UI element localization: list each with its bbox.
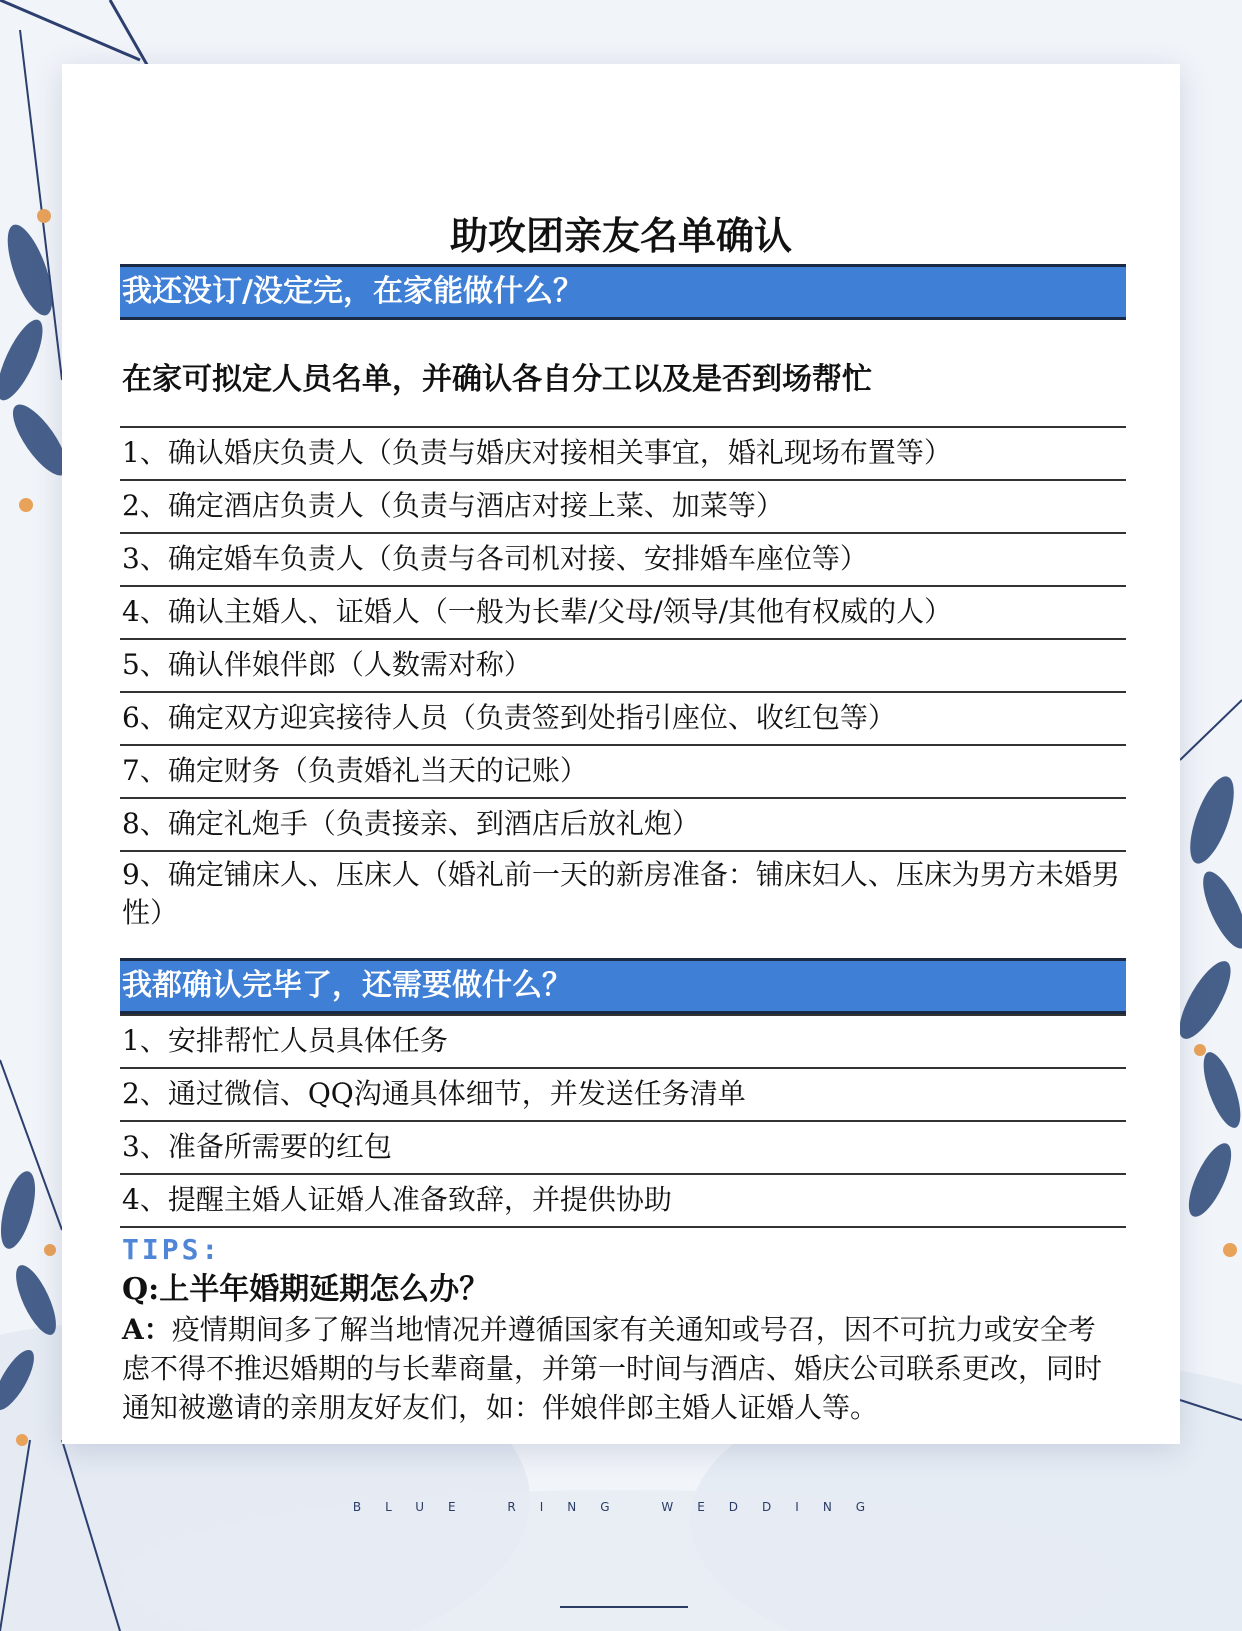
- section-heading-1: 我还没订/没定完，在家能做什么？: [120, 264, 1126, 320]
- tips-label: TIPS:: [122, 1233, 222, 1266]
- list-item: 9、确定铺床人、压床人（婚礼前一天的新房准备：铺床妇人、压床为男方未婚男性）: [120, 850, 1126, 940]
- task-list-2: [120, 1014, 1126, 1228]
- list-item: 2、确定酒店负责人（负责与酒店对接上菜、加菜等）: [120, 479, 1126, 532]
- list-item: 1、安排帮忙人员具体任务: [120, 1014, 1126, 1067]
- footer-divider: [560, 1606, 688, 1608]
- section-heading-2: 我都确认完毕了，还需要做什么？: [120, 958, 1126, 1014]
- section-lead: 在家可拟定人员名单，并确认各自分工以及是否到场帮忙: [122, 362, 872, 397]
- answer-prefix: A：: [122, 1313, 172, 1346]
- list-item: 7、确定财务（负责婚礼当天的记账）: [120, 744, 1126, 797]
- tips-answer: [122, 1310, 1122, 1427]
- content-card: [62, 64, 1180, 1444]
- list-item: 3、准备所需要的红包: [120, 1120, 1126, 1173]
- task-list-1: [120, 426, 1126, 940]
- tips-question: Q:上半年婚期延期怎么办？: [122, 1272, 490, 1307]
- list-item: 2、通过微信、QQ沟通具体细节，并发送任务清单: [120, 1067, 1126, 1120]
- list-item: 4、提醒主婚人证婚人准备致辞，并提供协助: [120, 1173, 1126, 1228]
- answer-text: 疫情期间多了解当地情况并遵循国家有关通知或号召，因不可抗力或安全考虑不得不推迟婚期的与长辈商量，并第一时间与酒店、婚庆公司联系更改，同时通知被邀请的亲朋友好友们，如：伴娘伴郎主婚人证婚人等。: [122, 1313, 1103, 1424]
- footer-brand-text: BLUE RING WEDDING: [352, 1500, 890, 1514]
- list-item: 4、确认主婚人、证婚人（一般为长辈/父母/领导/其他有权威的人）: [120, 585, 1126, 638]
- list-item: 8、确定礼炮手（负责接亲、到酒店后放礼炮）: [120, 797, 1126, 850]
- list-item: 5、确认伴娘伴郎（人数需对称）: [120, 638, 1126, 691]
- list-item: 1、确认婚庆负责人（负责与婚庆对接相关事宜，婚礼现场布置等）: [120, 426, 1126, 479]
- list-item: 3、确定婚车负责人（负责与各司机对接、安排婚车座位等）: [120, 532, 1126, 585]
- page-title: 助攻团亲友名单确认: [449, 213, 792, 258]
- list-item: 6、确定双方迎宾接待人员（负责签到处指引座位、收红包等）: [120, 691, 1126, 744]
